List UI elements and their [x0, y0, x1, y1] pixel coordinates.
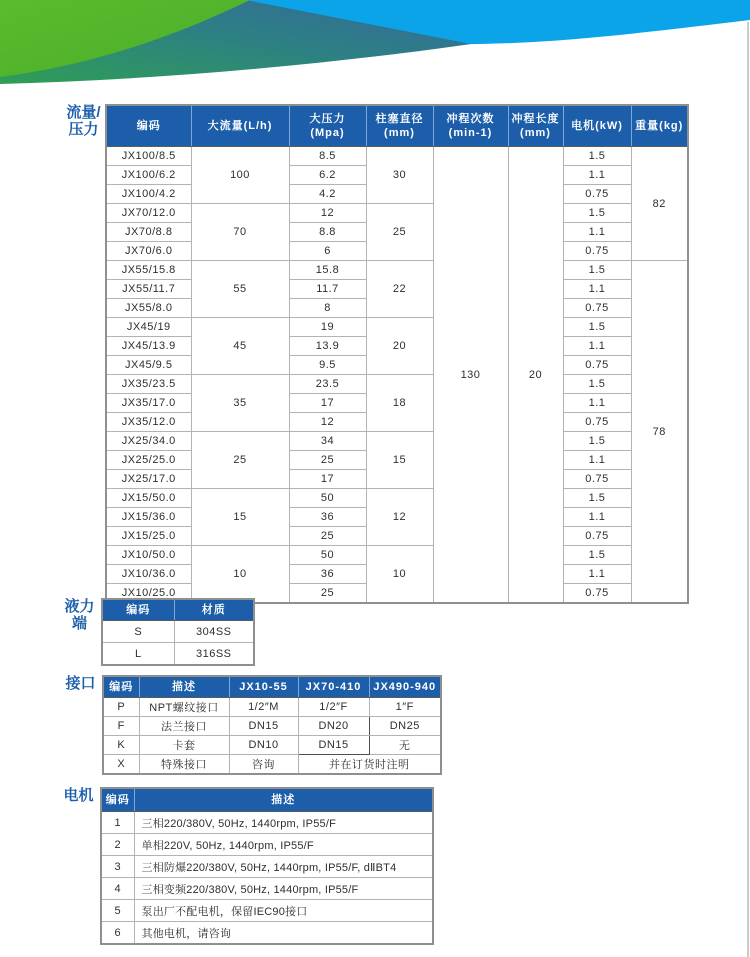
cell-pressure: 50: [289, 489, 366, 508]
table-row: [101, 812, 433, 834]
header-code: 编码: [102, 599, 174, 621]
cell-code: L: [102, 643, 174, 666]
cell-value-highlighted: DN20: [298, 717, 369, 736]
cell-pressure: 13.9: [289, 337, 366, 356]
label-line: 电机: [63, 787, 94, 804]
table-header-row: [106, 105, 688, 147]
cell-flow: 15: [191, 489, 289, 546]
cell-pressure: 50: [289, 546, 366, 565]
cell-pressure: 4.2: [289, 185, 366, 204]
label-line: 端: [71, 614, 87, 632]
cell-code: JX15/36.0: [106, 508, 191, 527]
hydraulic-end-section: [58, 598, 255, 666]
cell-diameter: 15: [366, 432, 433, 489]
cell-code: JX45/9.5: [106, 356, 191, 375]
section-label-interface: [59, 675, 102, 693]
cell-pressure: 6.2: [289, 166, 366, 185]
cell-pressure: 23.5: [289, 375, 366, 394]
table-row: [106, 204, 688, 223]
cell-diameter: 20: [366, 318, 433, 375]
cell-motor: 1.1: [563, 565, 631, 584]
cell-code: JX45/19: [106, 318, 191, 337]
label-line: 接口: [65, 675, 96, 692]
cell-motor: 1.1: [563, 394, 631, 413]
cell-pressure: 15.8: [289, 261, 366, 280]
section-label-motor: [57, 787, 100, 805]
motor-section: [57, 787, 434, 945]
cell-code: JX10/36.0: [106, 565, 191, 584]
cell-code: JX25/17.0: [106, 470, 191, 489]
cell-motor: 0.75: [563, 356, 631, 375]
cell-motor: 0.75: [563, 470, 631, 489]
cell-note: 并在订货时注明: [298, 755, 441, 775]
cell-diameter: 18: [366, 375, 433, 432]
header-jx490-940: JX490-940: [369, 676, 441, 698]
cell-code: JX10/25.0: [106, 584, 191, 604]
table-row: [106, 375, 688, 394]
cell-code: JX35/12.0: [106, 413, 191, 432]
cell-number: 1: [101, 812, 134, 834]
header-pressure: 大压力 (Mpa): [289, 105, 366, 147]
cell-diameter: 12: [366, 489, 433, 546]
cell-value: 1″F: [369, 698, 441, 717]
cell-pressure: 17: [289, 470, 366, 489]
table-row: [106, 546, 688, 565]
cell-value: 无: [369, 736, 441, 755]
cell-code: JX55/15.8: [106, 261, 191, 280]
cell-number: 3: [101, 856, 134, 878]
cell-pressure: 11.7: [289, 280, 366, 299]
cell-value: DN10: [229, 736, 298, 755]
cell-code: JX100/8.5: [106, 147, 191, 166]
cell-flow: 45: [191, 318, 289, 375]
cell-weight: 82: [631, 147, 688, 261]
cell-code: F: [103, 717, 139, 736]
cell-pressure: 25: [289, 451, 366, 470]
cell-stroke-length: 20: [508, 147, 563, 604]
cell-pressure: 36: [289, 508, 366, 527]
label-line: 压力: [68, 120, 99, 138]
cell-pressure: 6: [289, 242, 366, 261]
cell-weight: 78: [631, 261, 688, 604]
header-diameter: 柱塞直径 (mm): [366, 105, 433, 147]
table-header-row: [103, 676, 441, 698]
cell-flow: 70: [191, 204, 289, 261]
table-row: [102, 621, 254, 643]
cell-code: JX55/11.7: [106, 280, 191, 299]
cell-flow: 100: [191, 147, 289, 204]
header-code: 编码: [103, 676, 139, 698]
cell-stroke-count: 130: [433, 147, 508, 604]
cell-motor: 0.75: [563, 527, 631, 546]
banner-swoosh-svg: [0, 0, 750, 95]
table-row: [101, 900, 433, 922]
header-motor: 电机(kW): [563, 105, 631, 147]
table-row: [101, 878, 433, 900]
cell-motor: 1.5: [563, 489, 631, 508]
interface-table: [102, 675, 442, 775]
header-description: 描述: [139, 676, 229, 698]
table-row: [103, 698, 441, 717]
table-row: [106, 432, 688, 451]
table-row: [102, 643, 254, 666]
cell-pressure: 34: [289, 432, 366, 451]
header-jx10-55: JX10-55: [229, 676, 298, 698]
cell-motor: 1.1: [563, 337, 631, 356]
cell-pressure: 8: [289, 299, 366, 318]
cell-motor: 1.1: [563, 166, 631, 185]
table-header-row: [101, 788, 433, 812]
cell-code: JX70/8.8: [106, 223, 191, 242]
cell-pressure: 8.8: [289, 223, 366, 242]
table-row: [101, 834, 433, 856]
banner-graphic: [0, 0, 750, 95]
cell-pressure: 8.5: [289, 147, 366, 166]
cell-code: JX35/17.0: [106, 394, 191, 413]
cell-motor: 1.5: [563, 261, 631, 280]
cell-motor: 1.5: [563, 546, 631, 565]
cell-motor: 1.5: [563, 204, 631, 223]
cell-code: JX15/25.0: [106, 527, 191, 546]
header-flow: 大流量(L/h): [191, 105, 289, 147]
cell-number: 4: [101, 878, 134, 900]
cell-motor: 0.75: [563, 299, 631, 318]
cell-motor: 1.5: [563, 147, 631, 166]
table-row: [101, 922, 433, 945]
header-code: 编码: [101, 788, 134, 812]
cell-number: 2: [101, 834, 134, 856]
table-row: [106, 318, 688, 337]
cell-motor: 0.75: [563, 185, 631, 204]
table-row: [106, 147, 688, 166]
cell-flow: 25: [191, 432, 289, 489]
cell-code: JX35/23.5: [106, 375, 191, 394]
flow-pressure-section: [62, 104, 689, 604]
cell-motor: 1.1: [563, 280, 631, 299]
cell-motor: 1.5: [563, 375, 631, 394]
table-row: [106, 261, 688, 280]
header-jx70-410: JX70-410: [298, 676, 369, 698]
page-edge-line: [747, 22, 749, 957]
cell-code: JX70/12.0: [106, 204, 191, 223]
table-row: [101, 856, 433, 878]
cell-motor: 0.75: [563, 413, 631, 432]
cell-description: 单相220V, 50Hz, 1440rpm, IP55/F: [134, 834, 433, 856]
cell-value: 咨询: [229, 755, 298, 775]
cell-description: 三相变频220/380V, 50Hz, 1440rpm, IP55/F: [134, 878, 433, 900]
motor-table: [100, 787, 434, 945]
cell-description: 三相防爆220/380V, 50Hz, 1440rpm, IP55/F, dⅡBT4: [134, 856, 433, 878]
cell-value: DN15: [229, 717, 298, 736]
cell-pressure: 12: [289, 413, 366, 432]
cell-material: 304SS: [174, 621, 254, 643]
cell-flow: 35: [191, 375, 289, 432]
cell-diameter: 30: [366, 147, 433, 204]
cell-flow: 10: [191, 546, 289, 604]
cell-description: 法兰接口: [139, 717, 229, 736]
cell-code: JX45/13.9: [106, 337, 191, 356]
table-row: [106, 489, 688, 508]
header-description: 描述: [134, 788, 433, 812]
cell-value: DN25: [369, 717, 441, 736]
header-stroke-count: 冲程次数 (min-1): [433, 105, 508, 147]
cell-code: K: [103, 736, 139, 755]
label-line: 液力: [64, 598, 95, 615]
cell-code: S: [102, 621, 174, 643]
cell-pressure: 25: [289, 527, 366, 546]
cell-motor: 1.1: [563, 508, 631, 527]
header-weight: 重量(kg): [631, 105, 688, 147]
table-row: [103, 736, 441, 755]
cell-pressure: 17: [289, 394, 366, 413]
interface-section: [59, 675, 442, 775]
cell-code: JX10/50.0: [106, 546, 191, 565]
cell-description: 泵出厂不配电机，保留IEC90接口: [134, 900, 433, 922]
cell-number: 5: [101, 900, 134, 922]
cell-pressure: 25: [289, 584, 366, 604]
cell-code: JX100/4.2: [106, 185, 191, 204]
cell-pressure: 12: [289, 204, 366, 223]
cell-motor: 0.75: [563, 242, 631, 261]
table-header-row: [102, 599, 254, 621]
cell-code: JX55/8.0: [106, 299, 191, 318]
header-material: 材质: [174, 599, 254, 621]
cell-code: P: [103, 698, 139, 717]
cell-motor: 0.75: [563, 584, 631, 604]
cell-motor: 1.5: [563, 432, 631, 451]
cell-description: 其他电机，请咨询: [134, 922, 433, 945]
cell-description: 特殊接口: [139, 755, 229, 775]
label-line: 流量/: [66, 104, 101, 121]
cell-description: 三相220/380V, 50Hz, 1440rpm, IP55/F: [134, 812, 433, 834]
cell-diameter: 10: [366, 546, 433, 604]
cell-code: X: [103, 755, 139, 775]
cell-material: 316SS: [174, 643, 254, 666]
cell-pressure: 9.5: [289, 356, 366, 375]
cell-code: JX25/34.0: [106, 432, 191, 451]
table-row: [103, 755, 441, 775]
cell-motor: 1.5: [563, 318, 631, 337]
cell-pressure: 36: [289, 565, 366, 584]
cell-description: 卡套: [139, 736, 229, 755]
cell-code: JX100/6.2: [106, 166, 191, 185]
section-label-hydraulic-end: [58, 598, 101, 632]
flow-pressure-table: [105, 104, 689, 604]
header-stroke-length: 冲程长度 (mm): [508, 105, 563, 147]
cell-pressure: 19: [289, 318, 366, 337]
cell-code: JX25/25.0: [106, 451, 191, 470]
cell-number: 6: [101, 922, 134, 945]
cell-code: JX15/50.0: [106, 489, 191, 508]
hydraulic-end-table: [101, 598, 255, 666]
cell-diameter: 25: [366, 204, 433, 261]
cell-flow: 55: [191, 261, 289, 318]
cell-value: 1/2″F: [298, 698, 369, 717]
cell-diameter: 22: [366, 261, 433, 318]
section-label-flow-pressure: [62, 104, 105, 138]
cell-description: NPT螺纹接口: [139, 698, 229, 717]
table-row: [103, 717, 441, 736]
cell-motor: 1.1: [563, 223, 631, 242]
cell-motor: 1.1: [563, 451, 631, 470]
cell-value-highlighted: DN15: [298, 736, 369, 755]
cell-value: 1/2″M: [229, 698, 298, 717]
cell-code: JX70/6.0: [106, 242, 191, 261]
header-code: 编码: [106, 105, 191, 147]
